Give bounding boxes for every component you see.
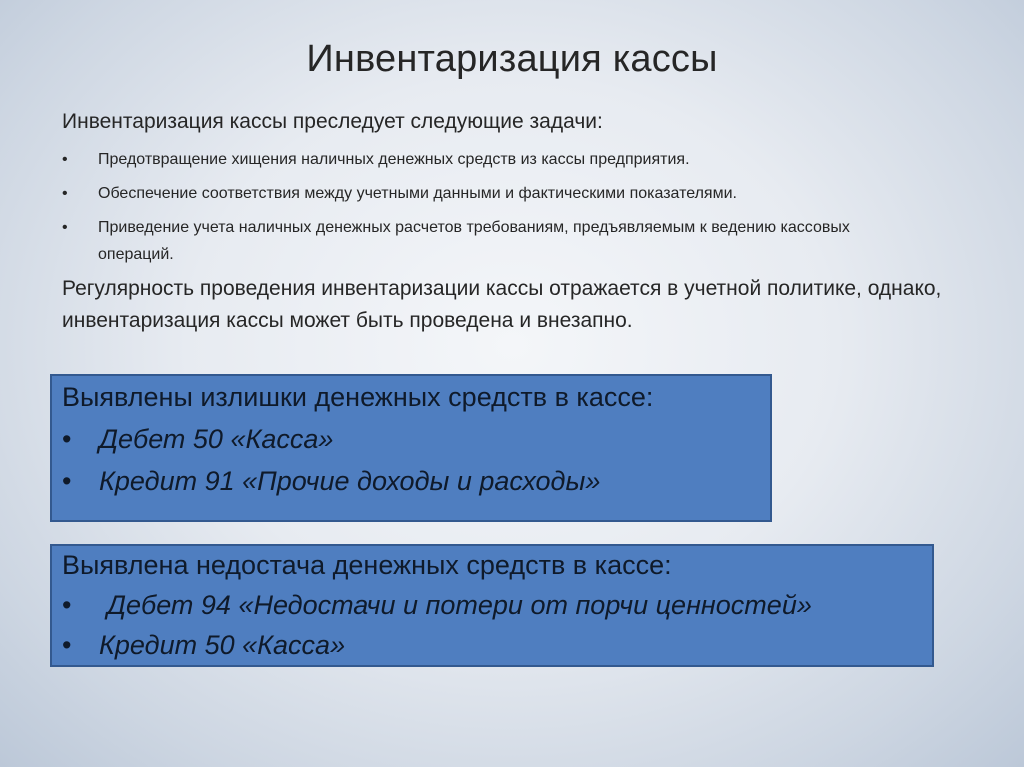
surplus-box (50, 374, 772, 522)
surplus-heading: Выявлены излишки денежных средств в кассе: (62, 382, 654, 412)
task-list (62, 146, 912, 275)
surplus-debit-entry (62, 424, 333, 455)
slide-title: Инвентаризация кассы (306, 38, 718, 80)
bullet: • (62, 185, 68, 202)
task-text: Обеспечение соответствия между учетными данными и фактическими показателями. (98, 185, 737, 202)
list-item (62, 180, 912, 207)
list-item (62, 214, 912, 268)
bullet: • (62, 424, 72, 454)
entry-text: Дебет 50 «Касса» (99, 424, 334, 454)
shortage-credit-entry (62, 630, 345, 661)
intro-text: Инвентаризация кассы преследует следующие задачи: (62, 110, 603, 133)
task-text: Приведение учета наличных денежных расчетов требованиям, предъявляемым к ведению кассовых операций. (98, 219, 850, 263)
bullet: • (62, 630, 72, 660)
shortage-debit-entry (62, 590, 812, 621)
task-text: Предотвращение хищения наличных денежных средств из кассы предприятия. (98, 151, 690, 168)
list-item (62, 146, 912, 173)
shortage-box (50, 544, 934, 667)
regularity-paragraph: Регулярность проведения инвентаризации кассы отражается в учетной политике, однако, инвентаризация кассы может быть проведена и внезапно. (62, 277, 942, 332)
bullet: • (62, 219, 68, 236)
surplus-credit-entry (62, 466, 600, 497)
entry-text: Кредит 91 «Прочие доходы и расходы» (99, 466, 601, 496)
shortage-heading: Выявлена недостача денежных средств в кассе: (62, 550, 672, 580)
entry-text: Кредит 50 «Касса» (99, 630, 346, 660)
bullet: • (62, 590, 72, 620)
bullet: • (62, 151, 68, 168)
entry-text: Дебет 94 «Недостачи и потери от порчи ценностей» (107, 590, 812, 620)
bullet: • (62, 466, 72, 496)
